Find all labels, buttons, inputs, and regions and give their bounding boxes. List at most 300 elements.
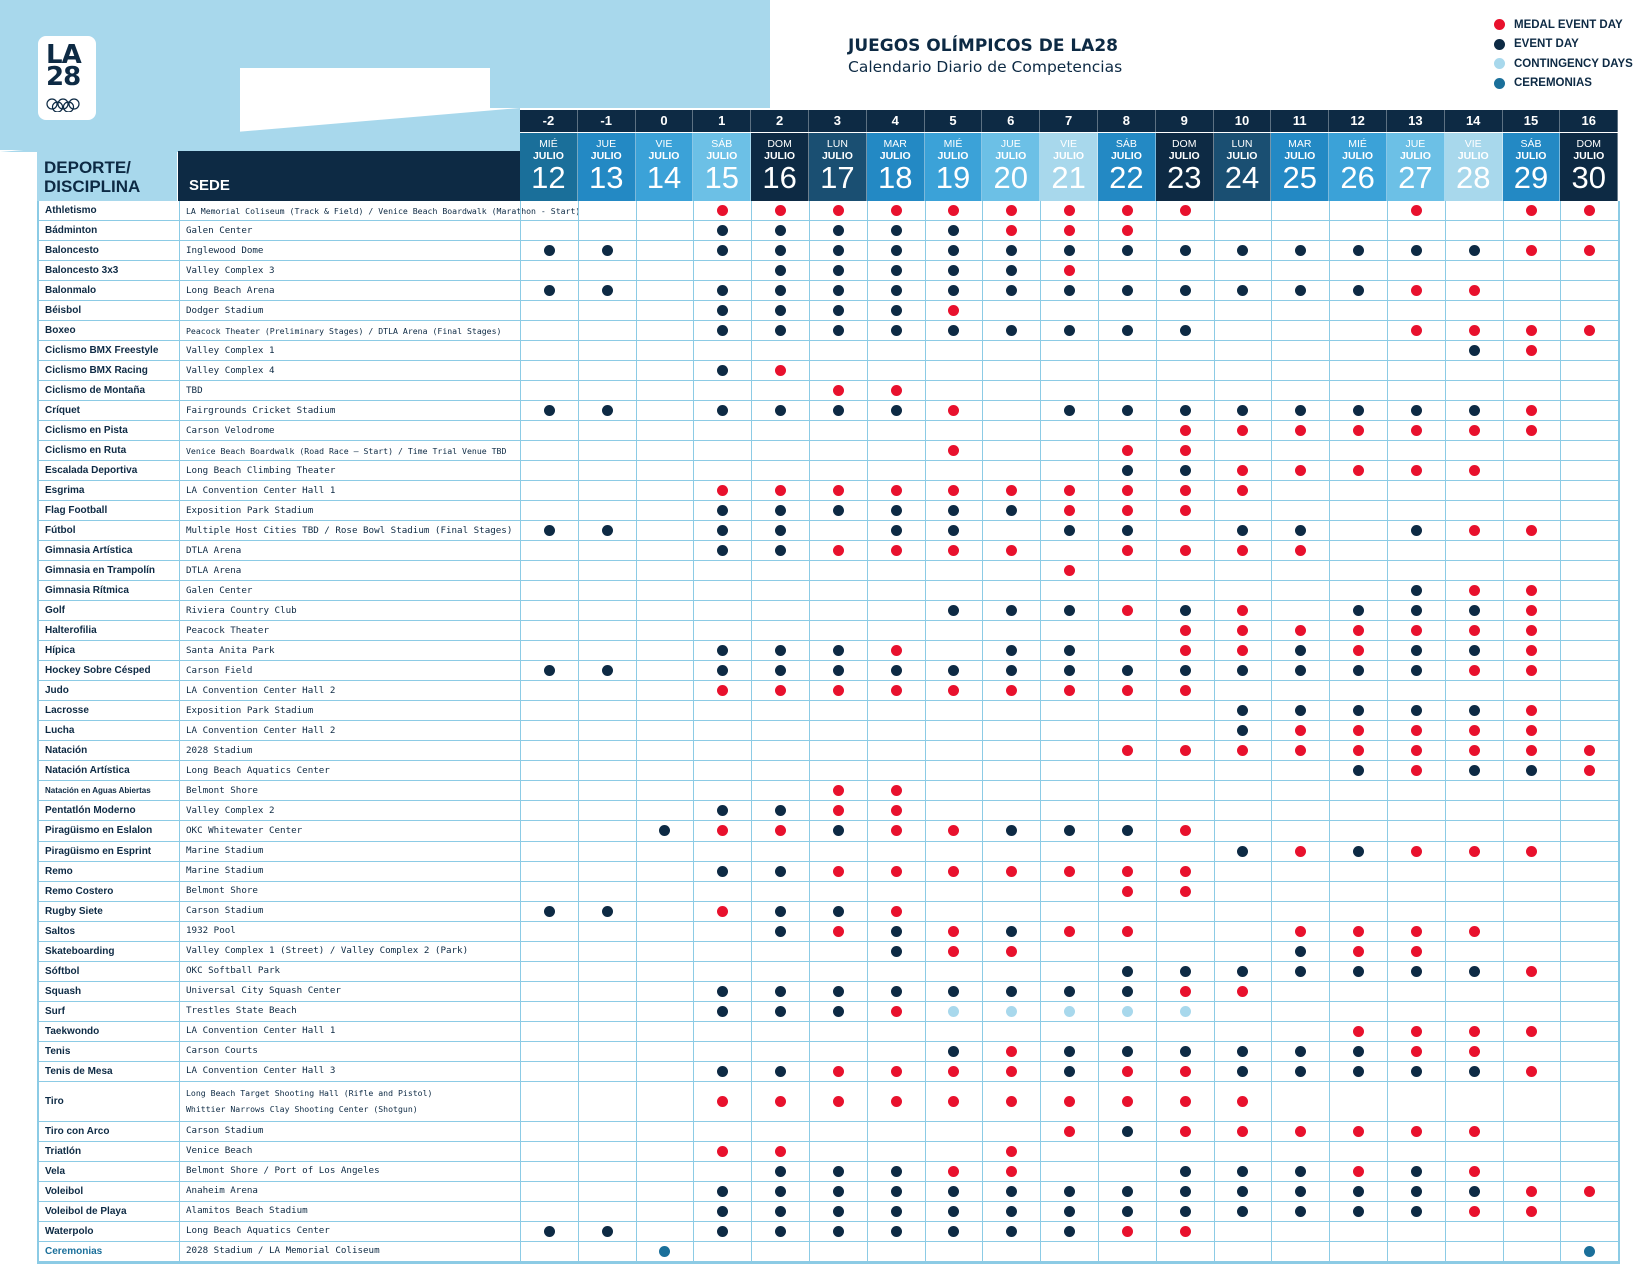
venue-name: OKC Whitewater Center bbox=[186, 824, 303, 836]
day-cell bbox=[1560, 1222, 1618, 1241]
event-dot-icon bbox=[1295, 405, 1306, 416]
sport-name: Flag Football bbox=[45, 505, 108, 517]
event-dot-icon bbox=[1006, 605, 1017, 616]
day-number: 6 bbox=[982, 110, 1040, 132]
event-dot-icon bbox=[775, 805, 786, 816]
event-dot-icon bbox=[717, 1226, 728, 1237]
day-cell bbox=[1098, 461, 1156, 480]
medal-event-dot-icon bbox=[1122, 445, 1133, 456]
day-cell bbox=[1445, 721, 1503, 740]
medal-event-dot-icon bbox=[1353, 745, 1364, 756]
day-cell bbox=[1503, 1202, 1561, 1221]
day-cell bbox=[1271, 942, 1329, 961]
table-row bbox=[39, 821, 1618, 841]
day-cell bbox=[1040, 461, 1098, 480]
day-number: 1 bbox=[693, 110, 751, 132]
day-cell bbox=[751, 1242, 809, 1261]
day-cell bbox=[1387, 681, 1445, 700]
day-cell bbox=[1271, 621, 1329, 640]
day-cell bbox=[520, 441, 578, 460]
event-dot-icon bbox=[1353, 665, 1364, 676]
event-dot-icon bbox=[717, 525, 728, 536]
event-dot-icon bbox=[1006, 665, 1017, 676]
day-cell bbox=[1329, 241, 1387, 260]
day-cell bbox=[1387, 1242, 1445, 1261]
day-cell bbox=[982, 741, 1040, 760]
day-cell bbox=[1214, 321, 1272, 340]
day-number: 8 bbox=[1098, 110, 1156, 132]
day-cell bbox=[1503, 882, 1561, 901]
sport-name: Surf bbox=[45, 1005, 65, 1017]
day-cell bbox=[1214, 441, 1272, 460]
event-dot-icon bbox=[1064, 1046, 1075, 1057]
day-cell bbox=[520, 1222, 578, 1241]
day-cell bbox=[925, 441, 983, 460]
venue-name: Galen Center bbox=[186, 224, 253, 236]
day-cell bbox=[1387, 321, 1445, 340]
event-dot-icon bbox=[1006, 505, 1017, 516]
day-cell bbox=[751, 601, 809, 620]
day-cell bbox=[1560, 1182, 1618, 1201]
event-dot-icon bbox=[1469, 245, 1480, 256]
day-cell bbox=[636, 401, 694, 420]
day-cell bbox=[1503, 721, 1561, 740]
event-dot-icon bbox=[833, 265, 844, 276]
day-cell bbox=[1271, 321, 1329, 340]
day-cell bbox=[636, 721, 694, 740]
medal-event-dot-icon bbox=[948, 205, 959, 216]
day-cell bbox=[1214, 241, 1272, 260]
table-row bbox=[39, 381, 1618, 401]
event-dot-icon bbox=[891, 245, 902, 256]
day-cell bbox=[636, 982, 694, 1001]
day-cell bbox=[1214, 641, 1272, 660]
day-cell bbox=[1156, 781, 1214, 800]
day-cell bbox=[1040, 341, 1098, 360]
day-cell bbox=[1329, 1002, 1387, 1021]
medal-event-dot-icon bbox=[1122, 685, 1133, 696]
event-dot-icon bbox=[948, 1186, 959, 1197]
day-cell bbox=[1098, 1142, 1156, 1161]
day-cell bbox=[520, 321, 578, 340]
day-cell bbox=[520, 721, 578, 740]
day-cell bbox=[693, 461, 751, 480]
event-dot-icon bbox=[775, 225, 786, 236]
day-cell bbox=[1445, 301, 1503, 320]
medal-event-dot-icon bbox=[1526, 525, 1537, 536]
day-cell bbox=[1098, 1122, 1156, 1141]
day-cell bbox=[520, 661, 578, 680]
day-cell bbox=[1040, 922, 1098, 941]
day-cell bbox=[1271, 1082, 1329, 1121]
day-cell bbox=[1214, 1162, 1272, 1181]
event-dot-icon bbox=[1064, 1226, 1075, 1237]
day-cell bbox=[925, 721, 983, 740]
day-cell bbox=[1329, 501, 1387, 520]
sport-name: Sóftbol bbox=[45, 965, 80, 977]
medal-event-dot-icon bbox=[1526, 325, 1537, 336]
day-cell bbox=[1503, 261, 1561, 280]
day-cell bbox=[925, 902, 983, 921]
day-cell bbox=[809, 821, 867, 840]
day-cell bbox=[751, 681, 809, 700]
day-cell bbox=[1098, 982, 1156, 1001]
day-cell bbox=[1560, 441, 1618, 460]
day-cell bbox=[1040, 621, 1098, 640]
day-cell bbox=[1098, 1242, 1156, 1261]
day-cell bbox=[925, 221, 983, 240]
event-dot-icon bbox=[948, 285, 959, 296]
medal-event-dot-icon bbox=[1469, 425, 1480, 436]
column-divider bbox=[179, 721, 180, 740]
day-cell bbox=[1445, 882, 1503, 901]
day-number: 10 bbox=[1214, 110, 1272, 132]
day-cell bbox=[1329, 1022, 1387, 1041]
day-cell bbox=[982, 481, 1040, 500]
day-cell bbox=[809, 1202, 867, 1221]
medal-event-dot-icon bbox=[1526, 245, 1537, 256]
venue-name: Marine Stadium bbox=[186, 845, 264, 856]
date-header bbox=[693, 133, 751, 201]
day-cell bbox=[693, 381, 751, 400]
day-cell bbox=[751, 661, 809, 680]
medal-event-dot-icon bbox=[1237, 1126, 1248, 1137]
day-cell bbox=[982, 721, 1040, 740]
day-cell bbox=[1560, 1242, 1618, 1261]
day-cell bbox=[867, 922, 925, 941]
day-cell bbox=[1214, 1202, 1272, 1221]
day-cell bbox=[1445, 781, 1503, 800]
day-cell bbox=[1156, 1142, 1214, 1161]
day-cell bbox=[1503, 541, 1561, 560]
day-cell bbox=[1271, 922, 1329, 941]
day-cell bbox=[1098, 882, 1156, 901]
day-cell bbox=[1329, 801, 1387, 820]
day-cell bbox=[520, 561, 578, 580]
day-cell bbox=[1560, 601, 1618, 620]
day-cell bbox=[867, 281, 925, 300]
medal-event-dot-icon bbox=[1411, 465, 1422, 476]
medal-event-dot-icon bbox=[1237, 986, 1248, 997]
day-cell bbox=[1387, 721, 1445, 740]
medal-event-dot-icon bbox=[948, 545, 959, 556]
day-cell bbox=[1040, 1242, 1098, 1261]
day-cell bbox=[636, 1082, 694, 1121]
day-cell bbox=[925, 261, 983, 280]
medal-event-dot-icon bbox=[891, 785, 902, 796]
day-cell bbox=[1156, 842, 1214, 861]
day-cell bbox=[1271, 421, 1329, 440]
day-cell bbox=[982, 681, 1040, 700]
medal-event-dot-icon bbox=[1526, 345, 1537, 356]
day-cell bbox=[636, 321, 694, 340]
day-cell bbox=[1329, 481, 1387, 500]
day-cell bbox=[867, 681, 925, 700]
date-header bbox=[1560, 133, 1618, 201]
day-cell bbox=[1503, 741, 1561, 760]
day-cell bbox=[520, 581, 578, 600]
day-cell bbox=[867, 1162, 925, 1181]
day-cell bbox=[578, 641, 636, 660]
day-cell bbox=[1040, 1022, 1098, 1041]
day-cell bbox=[693, 902, 751, 921]
day-cell bbox=[867, 521, 925, 540]
column-divider bbox=[179, 1042, 180, 1061]
event-dot-icon bbox=[948, 1226, 959, 1237]
day-cell bbox=[1329, 201, 1387, 220]
date-header bbox=[1329, 133, 1387, 201]
date-header bbox=[1503, 133, 1561, 201]
day-cell bbox=[751, 1142, 809, 1161]
day-cell bbox=[751, 821, 809, 840]
day-cell bbox=[809, 281, 867, 300]
event-dot-icon bbox=[544, 1226, 555, 1237]
medal-event-dot-icon bbox=[1411, 1126, 1422, 1137]
day-cell bbox=[867, 1242, 925, 1261]
sport-name: Escalada Deportiva bbox=[45, 465, 138, 477]
day-cell bbox=[867, 1122, 925, 1141]
day-cell bbox=[1387, 581, 1445, 600]
medal-event-dot-icon bbox=[1411, 765, 1422, 776]
day-cell bbox=[1156, 962, 1214, 981]
day-cell bbox=[925, 281, 983, 300]
table-row bbox=[39, 1062, 1618, 1082]
month: JULIO bbox=[821, 150, 853, 162]
day-cell bbox=[1560, 741, 1618, 760]
sport-name: Waterpolo bbox=[45, 1225, 94, 1237]
day-cell bbox=[578, 221, 636, 240]
day-cell bbox=[520, 1042, 578, 1061]
venue-name: Exposition Park Stadium bbox=[186, 704, 314, 716]
day-cell bbox=[1214, 902, 1272, 921]
event-dot-icon bbox=[775, 245, 786, 256]
event-dot-icon bbox=[1122, 1046, 1133, 1057]
day-cell bbox=[1560, 902, 1618, 921]
event-dot-icon bbox=[1180, 605, 1191, 616]
medal-event-dot-icon bbox=[1526, 725, 1537, 736]
table-row bbox=[39, 581, 1618, 601]
day-cell bbox=[1329, 842, 1387, 861]
medal-event-dot-icon bbox=[1469, 926, 1480, 937]
day-cell bbox=[982, 221, 1040, 240]
day-cell bbox=[578, 541, 636, 560]
day-cell bbox=[636, 1002, 694, 1021]
day-cell bbox=[809, 441, 867, 460]
day-cell bbox=[809, 862, 867, 881]
day-cell bbox=[925, 201, 983, 220]
day-cell bbox=[809, 241, 867, 260]
column-divider bbox=[179, 962, 180, 981]
medal-event-dot-icon bbox=[1006, 1166, 1017, 1177]
day-cell bbox=[520, 261, 578, 280]
day-cell bbox=[520, 461, 578, 480]
day-cell bbox=[1214, 401, 1272, 420]
event-dot-icon bbox=[833, 906, 844, 917]
day-cell bbox=[1445, 241, 1503, 260]
day-cell bbox=[867, 321, 925, 340]
day-cell bbox=[925, 421, 983, 440]
event-dot-icon bbox=[602, 245, 613, 256]
event-dot-icon bbox=[544, 525, 555, 536]
day-cell bbox=[1156, 521, 1214, 540]
event-dot-icon bbox=[1122, 525, 1133, 536]
day-cell bbox=[1040, 381, 1098, 400]
column-divider bbox=[179, 882, 180, 901]
day-cell bbox=[1560, 681, 1618, 700]
event-dot-icon bbox=[948, 265, 959, 276]
day-cell bbox=[1214, 561, 1272, 580]
day-cell bbox=[693, 781, 751, 800]
medal-event-dot-icon bbox=[717, 1146, 728, 1157]
event-dot-icon bbox=[1006, 986, 1017, 997]
weekday: MAR bbox=[883, 138, 907, 150]
day-cell bbox=[1560, 1122, 1618, 1141]
day-cell bbox=[1156, 381, 1214, 400]
month: JULIO bbox=[1457, 150, 1489, 162]
day-cell bbox=[867, 621, 925, 640]
day-cell bbox=[693, 761, 751, 780]
day-cell bbox=[1040, 1222, 1098, 1241]
day-number: 3 bbox=[809, 110, 867, 132]
day-cell bbox=[809, 481, 867, 500]
venue-name: Galen Center bbox=[186, 584, 253, 596]
date-number: 15 bbox=[704, 160, 740, 195]
day-cell bbox=[1445, 741, 1503, 760]
day-cell bbox=[925, 401, 983, 420]
day-cell bbox=[1271, 1122, 1329, 1141]
day-cell bbox=[520, 521, 578, 540]
day-cell bbox=[1387, 902, 1445, 921]
day-cell bbox=[1445, 942, 1503, 961]
medal-event-dot-icon bbox=[1295, 846, 1306, 857]
event-dot-icon bbox=[891, 305, 902, 316]
medal-event-dot-icon bbox=[1353, 625, 1364, 636]
day-cell bbox=[693, 201, 751, 220]
day-cell bbox=[1329, 1202, 1387, 1221]
event-dot-icon bbox=[1006, 645, 1017, 656]
event-dot-icon bbox=[659, 825, 670, 836]
event-dot-icon bbox=[717, 805, 728, 816]
sport-name: Saltos bbox=[45, 925, 76, 937]
day-cell bbox=[1214, 862, 1272, 881]
day-cell bbox=[636, 701, 694, 720]
sport-name: Piragüismo en Esprint bbox=[45, 845, 152, 857]
legend-dot-icon bbox=[1494, 78, 1505, 89]
day-cell bbox=[1387, 381, 1445, 400]
medal-event-dot-icon bbox=[1295, 1126, 1306, 1137]
day-cell bbox=[1214, 701, 1272, 720]
day-cell bbox=[982, 321, 1040, 340]
day-cell bbox=[1503, 922, 1561, 941]
day-cell bbox=[1040, 501, 1098, 520]
table-row bbox=[39, 701, 1618, 721]
day-cell bbox=[1329, 882, 1387, 901]
sport-name: Tiro bbox=[45, 1095, 64, 1107]
event-dot-icon bbox=[833, 245, 844, 256]
event-dot-icon bbox=[891, 225, 902, 236]
event-dot-icon bbox=[891, 505, 902, 516]
event-dot-icon bbox=[833, 505, 844, 516]
day-cell bbox=[636, 942, 694, 961]
day-cell bbox=[1271, 902, 1329, 921]
sport-name: Béisbol bbox=[45, 305, 82, 317]
day-cell bbox=[1329, 281, 1387, 300]
day-cell bbox=[636, 521, 694, 540]
day-cell bbox=[1214, 1122, 1272, 1141]
day-cell bbox=[1271, 781, 1329, 800]
day-cell bbox=[1214, 982, 1272, 1001]
sport-name: Lacrosse bbox=[45, 705, 89, 717]
weekday: MIÉ bbox=[943, 138, 963, 150]
day-cell bbox=[1098, 962, 1156, 981]
day-number: 15 bbox=[1503, 110, 1561, 132]
weekday: MIÉ bbox=[1348, 138, 1367, 150]
day-cell bbox=[1040, 541, 1098, 560]
medal-event-dot-icon bbox=[1295, 926, 1306, 937]
event-dot-icon bbox=[891, 405, 902, 416]
day-cell bbox=[751, 341, 809, 360]
event-dot-icon bbox=[1469, 1066, 1480, 1077]
event-dot-icon bbox=[1295, 705, 1306, 716]
medal-event-dot-icon bbox=[1180, 645, 1191, 656]
event-dot-icon bbox=[1180, 405, 1191, 416]
event-dot-icon bbox=[1180, 325, 1191, 336]
day-cell bbox=[578, 1202, 636, 1221]
event-dot-icon bbox=[1237, 1066, 1248, 1077]
day-cell bbox=[1040, 701, 1098, 720]
day-cell bbox=[1098, 1182, 1156, 1201]
day-cell bbox=[809, 301, 867, 320]
day-cell bbox=[1156, 301, 1214, 320]
medal-event-dot-icon bbox=[1584, 1186, 1595, 1197]
event-dot-icon bbox=[717, 545, 728, 556]
medal-event-dot-icon bbox=[1122, 505, 1133, 516]
day-cell bbox=[925, 821, 983, 840]
date-number: 29 bbox=[1513, 160, 1549, 195]
weekday: JUE bbox=[596, 138, 617, 150]
day-cell bbox=[751, 501, 809, 520]
venue-name: Dodger Stadium bbox=[186, 304, 264, 316]
medal-event-dot-icon bbox=[1411, 1046, 1422, 1057]
weekday: VIE bbox=[655, 138, 673, 150]
day-cell bbox=[520, 641, 578, 660]
ceremony-dot-icon bbox=[1584, 1246, 1595, 1257]
day-cell bbox=[636, 1062, 694, 1081]
day-cell bbox=[693, 1022, 751, 1041]
day-cell bbox=[925, 842, 983, 861]
medal-event-dot-icon bbox=[1064, 1126, 1075, 1137]
day-cell bbox=[1445, 1082, 1503, 1121]
day-cell bbox=[1329, 361, 1387, 380]
day-cell bbox=[1445, 761, 1503, 780]
day-cell bbox=[1040, 361, 1098, 380]
medal-event-dot-icon bbox=[1411, 625, 1422, 636]
day-cell bbox=[1098, 701, 1156, 720]
day-cell bbox=[636, 341, 694, 360]
day-cell bbox=[1040, 481, 1098, 500]
day-cell bbox=[636, 1042, 694, 1061]
medal-event-dot-icon bbox=[1180, 825, 1191, 836]
medal-event-dot-icon bbox=[833, 866, 844, 877]
day-cell bbox=[1214, 1022, 1272, 1041]
day-cell bbox=[1098, 421, 1156, 440]
venue-name: Carson Field bbox=[186, 664, 253, 676]
day-cell bbox=[1040, 561, 1098, 580]
day-cell bbox=[867, 1222, 925, 1241]
day-cell bbox=[1098, 261, 1156, 280]
event-dot-icon bbox=[1122, 1186, 1133, 1197]
day-cell bbox=[1560, 982, 1618, 1001]
